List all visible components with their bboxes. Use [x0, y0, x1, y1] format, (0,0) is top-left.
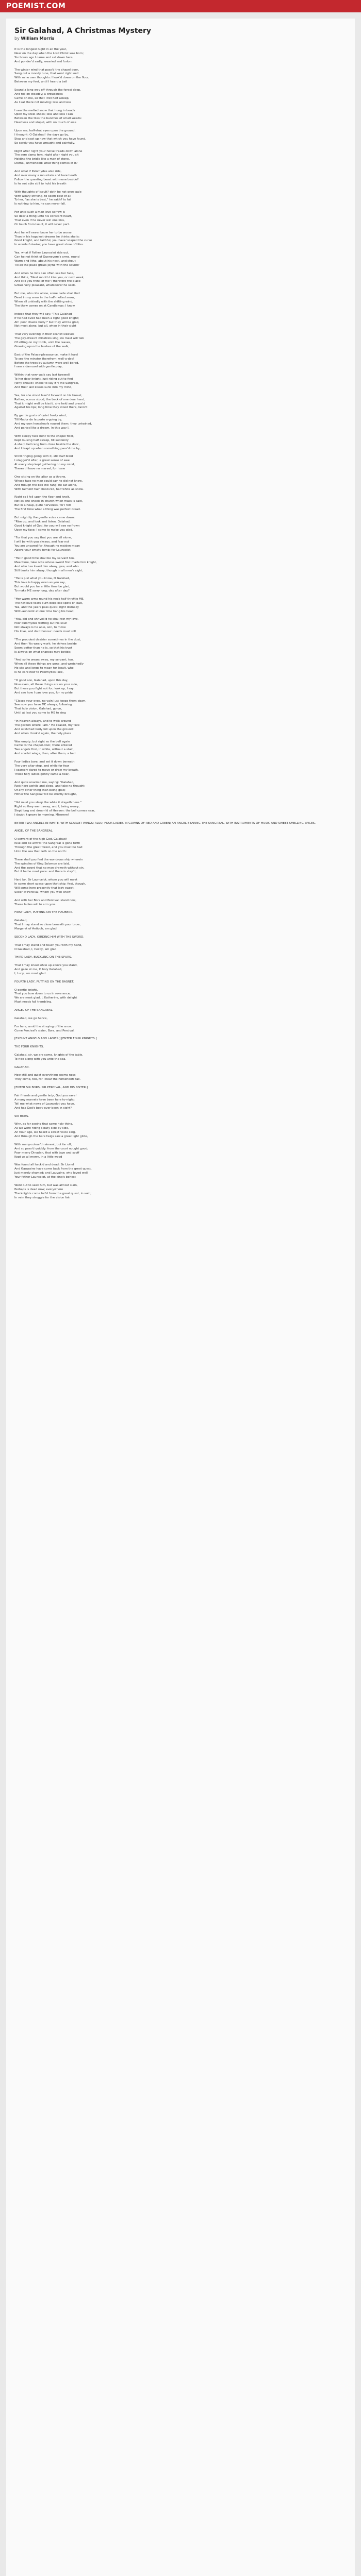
- poem-line: Will come here presently that lady sweet,: [14, 887, 75, 890]
- poem-line: With weary striving, to seem best of all: [14, 194, 71, 198]
- poem-stanza: [14, 638, 347, 655]
- poem-stanza: [14, 435, 347, 451]
- poem-line: FOURTH LADY, PUTTING ON THE BASNET.: [14, 980, 74, 984]
- poem-stanza: [14, 191, 347, 207]
- poem-line: They come, too, for I hear the horsehoofs fall.: [14, 1078, 81, 1081]
- poem-line: But in a heap, quite nerveless, for I felt: [14, 504, 71, 507]
- poem-line: Hither the Sangreal will be shortly brought,: [14, 793, 77, 796]
- poem-line: Of sitting on my tomb, until the leaves,: [14, 341, 71, 345]
- poem-line: Unto the sea that lieth on the north:: [14, 850, 67, 853]
- poem-stanza: [14, 1017, 347, 1021]
- poem-line: And who has loved him alway, yea, and who: [14, 565, 79, 568]
- poem-stanza: [14, 557, 347, 573]
- poem-line: And their last kisses sunk into my mind,: [14, 385, 73, 389]
- poem-line: That I may kneel while up above you stand,: [14, 964, 78, 968]
- poem-line: So sorely you have wrought and painfully.: [14, 141, 75, 145]
- poem-line: An hour ago, we heard a sweet voice sing,: [14, 1131, 76, 1134]
- poem-line: At every step kept gathering on my mind,: [14, 463, 75, 467]
- poem-line: To see the minster therefrom: well-a-day!: [14, 357, 74, 361]
- poem-line: To make ME sorry long, day after day?: [14, 589, 70, 593]
- poem-line: THE FOUR KNIGHTS.: [14, 1045, 44, 1049]
- poem-line: Is nothing to him, he can never fall.: [14, 202, 66, 206]
- poem-line: Or touch from Iseult, it will never part.: [14, 223, 70, 226]
- poem-line: "The proudest destrier sometimes in the dust,: [14, 638, 81, 641]
- poem-line: Just merely shamed; and Lauvaine, who loved well: [14, 1172, 88, 1175]
- poem-line: Till all the place grows joyful with the sound?: [14, 263, 79, 267]
- poem-stanza: [14, 129, 347, 146]
- poem-line: But mightily the gentle voice came down:: [14, 516, 75, 519]
- poem-stanza: [14, 740, 347, 757]
- poem-stanza: [14, 1025, 347, 1033]
- poem-line: GALAHAD.: [14, 1065, 30, 1069]
- poem-stanza: [14, 476, 347, 492]
- poem-line: Galahad,: [14, 919, 28, 923]
- poem-line: Came to the chapel-door, there entered: [14, 744, 72, 748]
- poem-line: That you bow down to us in reverence,: [14, 992, 71, 996]
- poem-line: And when he lists can often see her face,: [14, 272, 74, 275]
- poem-line: Went out to seek him, but was almost slain,: [14, 1183, 78, 1187]
- byline-prefix: by: [14, 36, 20, 41]
- poem-line: Why, as for seeing that same holy thing,: [14, 1123, 73, 1126]
- poem-line: Until at last you come to ME to sing: [14, 711, 66, 715]
- poem-line: And what if Palomydes also ride,: [14, 170, 62, 174]
- poem-stanza: [14, 956, 347, 960]
- poem-line: Come Percival's sister, Bors, and Percival.: [14, 1029, 75, 1032]
- poem-line: Before the trees by autumn were well bared,: [14, 361, 79, 365]
- poem-line: Upon my steel-shoes; less and less I saw: [14, 113, 74, 116]
- poem-line: FIRST LADY, PUTTING ON THE HAUBERK.: [14, 911, 73, 914]
- poem-line: The thaw comes on at Candlemas: I know: [14, 304, 75, 308]
- site-header: [0, 0, 361, 12]
- poem-line: And through the bare twigs saw a great light glide,: [14, 1135, 88, 1139]
- poem-line: Galahad, we go hence,: [14, 1016, 48, 1020]
- poem-stanza: [14, 1115, 347, 1119]
- poem-line: And think, "Next month I kiss you, or next week,: [14, 276, 85, 279]
- poem-line: The gay-dress'd minstrels sing; no maid will talk: [14, 337, 84, 341]
- poem-line: With mine own thoughts: I look'd down on the floor,: [14, 76, 90, 80]
- poem-line: And scarlet wings, then, after them, a bed: [14, 752, 76, 756]
- poem-line: I doubt it grows to morning. Miserere!: [14, 813, 69, 817]
- poem-stanza: [14, 980, 347, 985]
- poem-stanza: [14, 838, 347, 854]
- poem-card: [6, 19, 355, 2576]
- poem-stanza: [14, 801, 347, 818]
- poem-line: Was empty; but right so the bell again: [14, 740, 70, 743]
- poem-line: Good knight, and faithful, you have 'scaped the curse: [14, 239, 92, 243]
- poem-stanza: [14, 536, 347, 553]
- poem-stanza: [14, 211, 347, 227]
- poem-line: If he had lived had been a right good knight;: [14, 316, 79, 320]
- poem-stanza: [14, 455, 347, 471]
- poem-line: Between the tiles the bunches of small weeds:: [14, 117, 82, 121]
- poem-line: To her dear knight, just riding out to find: [14, 378, 73, 381]
- poem-line: O gentle knight,: [14, 988, 38, 992]
- poem-stanza: [14, 720, 347, 736]
- poem-byline: [14, 36, 347, 41]
- poem-line: Stop and cast up now that which you have found,: [14, 137, 86, 141]
- poem-line: Is always on what chances may betide;: [14, 650, 71, 654]
- poem-line: Upon me, half-shut eyes upon the ground,: [14, 129, 76, 133]
- poem-line: Is no care now to Palomydes: see,: [14, 671, 64, 674]
- poem-stanza: [14, 251, 347, 268]
- poem-line: By gentle gusts of quiet frosty wind,: [14, 414, 67, 418]
- poem-line: East of the Palace-pleasaunce, make it hard: [14, 353, 78, 357]
- poem-stanza: [14, 272, 347, 289]
- poem-stanza: [14, 944, 347, 952]
- poem-line: Perhaps is dead now; everywhere: [14, 1188, 63, 1191]
- poem-line: I saw a damozel with gentle play,: [14, 365, 63, 369]
- poem-line: Four ladies bore, and set it down beneath: [14, 760, 75, 764]
- poem-line: Within that very walk say last farewell: [14, 374, 70, 377]
- poem-line: Whose face no man could say he did not know,: [14, 479, 83, 483]
- poem-line: Dismal, unfriended: what thing comes of it?: [14, 162, 78, 165]
- poem-line: SECOND LADY, GIRDING HIM WITH THE SWORD.: [14, 935, 85, 939]
- poem-line: Dead in my arms in the half-melted snow,: [14, 296, 75, 300]
- poem-body: [14, 48, 347, 1200]
- poem-line: That I may stand and touch you with my hand,: [14, 943, 83, 947]
- poem-stanza: [14, 353, 347, 370]
- poem-stanza: [14, 292, 347, 309]
- poem-line: Yea, what if Father Launcelot ride out,: [14, 251, 69, 255]
- poem-line: "Rise up, and look and listen, Galahad,: [14, 520, 71, 523]
- poem-line: I, Lucy, am most glad.: [14, 972, 46, 975]
- poem-line: These ladies will to arm you.: [14, 903, 56, 906]
- poem-stanza: [14, 822, 347, 834]
- poem-line: With raiment half blood-red, half white as snow.: [14, 487, 84, 491]
- poem-line: Warm and lithe, about his neck, and shout: [14, 259, 76, 263]
- poem-stanza: [14, 936, 347, 940]
- poem-stanza: [14, 333, 347, 349]
- poem-line: To her, "as she is best," he saith? to fail: [14, 198, 72, 202]
- poem-line: Fair friends and gentle lady, God you save!: [14, 1094, 77, 1097]
- poem-line: As I sat there not moving: less and less: [14, 100, 71, 104]
- poem-line: As we were riding slowly side by side,: [14, 1127, 69, 1130]
- poem-stanza: [14, 394, 347, 411]
- poem-stanza: [14, 150, 347, 166]
- poem-line: Grows very pleasant, whatsoever he seek.: [14, 284, 76, 287]
- poem-line: Sound a long way off through the forest deep,: [14, 89, 81, 92]
- poem-stanza: [14, 1143, 347, 1160]
- poem-line: It is the longest night in all the year,: [14, 48, 67, 51]
- poem-line: Right so I fell upon the floor and knelt,: [14, 496, 70, 499]
- poem-line: ANGEL OF THE SANGREAL.: [14, 829, 54, 833]
- poem-line: And when I look'd again, the holy place: [14, 732, 72, 735]
- poem-line: Your father Launcelot, at the king's behest: [14, 1176, 76, 1179]
- poem-line: Right so they went away, and I, being weary,: [14, 805, 80, 808]
- poem-line: The hot love-tears burn deep like spots of lead,: [14, 601, 83, 605]
- poem-line: So dear a thing unto his constant heart,: [14, 215, 72, 218]
- poem-stanza: [14, 69, 347, 85]
- poem-line: The spindles of King Solomon are laid,: [14, 862, 70, 866]
- poem-line: But me, who ride alone, some carle shall find: [14, 292, 80, 296]
- poem-line: That holy vision, Galahad, go on,: [14, 707, 62, 711]
- poem-line: Galahad, sir, we are come, knights of the table,: [14, 1053, 84, 1057]
- poem-line: And ponder'd sadly, wearied and forlorn.: [14, 60, 74, 63]
- poem-line: Of any other thing than being glad;: [14, 789, 65, 792]
- poem-stanza: [14, 700, 347, 716]
- poem-stanza: [14, 313, 347, 329]
- poem-line: Slept long and dream'd of Heaven: the bell comes near,: [14, 809, 95, 812]
- poem-line: I saw the melted snow that hung in beads: [14, 109, 75, 112]
- poem-line: With thoughts of Iseult? doth he not grow pale: [14, 190, 82, 194]
- poem-line: The first time what a thing was perfect dread.: [14, 508, 81, 512]
- poem-line: O servant of the high God, Galahad!: [14, 838, 67, 841]
- poem-line: "O good son, Galahad, upon this day,: [14, 679, 69, 682]
- poem-line: And has God's body ever been in sight?: [14, 1106, 72, 1110]
- poem-line: For here, amid the straying of the snow,: [14, 1025, 73, 1028]
- poem-line: How still and quiet everything seems now:: [14, 1074, 76, 1077]
- poem-stanza: [14, 679, 347, 696]
- poem-stanza: [14, 1086, 347, 1090]
- poem-stanza: [14, 48, 347, 64]
- poem-line: "And so he wears away, my servant, too,: [14, 658, 74, 662]
- poem-line: With sleepy face bent to the chapel floor,: [14, 434, 74, 438]
- poem-line: With many-colour'd raiment, but far off;: [14, 1143, 72, 1146]
- poem-line: And then 'tis weary work; he strives beside: [14, 642, 77, 646]
- poem-line: A many marvels have been here to-night;: [14, 1098, 75, 1101]
- poem-line: Seem better than he is, so that his trust: [14, 646, 73, 650]
- poem-line: Came on me, so that I fell half asleep,: [14, 96, 70, 100]
- poem-line: In wonderful-wise; you have great store of bliss.: [14, 243, 84, 247]
- poem-line: And with her Bors and Percival: stand now,: [14, 899, 77, 902]
- poem-line: [EXEUNT ANGELS AND LADIES.] [ENTER FOUR KNIGHTS.]: [14, 1037, 97, 1041]
- poem-stanza: [14, 858, 347, 875]
- poem-line: Sister of Percival, whom you well know,: [14, 890, 72, 894]
- poem-line: And quite unarm'd me, saying: "Galahad,: [14, 781, 74, 784]
- poem-line: "Yet must you sleep the while it stayeth here.": [14, 801, 81, 805]
- poem-line: Will Launcelot at one time hang his head;: [14, 609, 75, 613]
- poem-line: Still trusts him alway, though in all men's sight,: [14, 569, 84, 572]
- poem-line: Rest here awhile and sleep, and take no thought: [14, 785, 85, 788]
- poem-stanza: [14, 598, 347, 614]
- poem-line: Not most alone, but all, when in their sight: [14, 325, 76, 328]
- poem-line: And he will never know her to be worse: [14, 231, 72, 234]
- poem-line: (Why should I choke to say it?) the Sangreal,: [14, 382, 79, 385]
- poem-line: A sharp bell rang from close beside the door,: [14, 443, 80, 446]
- poem-line: When all these things are gone, and wretchedly: [14, 663, 84, 666]
- poem-line: The winter wind that pass'd the chapel door,: [14, 68, 79, 72]
- poem-line: Those holy ladies gently came a-near,: [14, 772, 70, 776]
- poem-line: "He is just what you know, O Galahad,: [14, 577, 70, 581]
- poem-line: Growing upon the bushes of the walk,: [14, 345, 70, 348]
- poem-line: You are uncared for, though no maiden moan: [14, 545, 80, 548]
- poem-line: SIR BORS.: [14, 1114, 29, 1118]
- poem-stanza: [14, 781, 347, 798]
- poem-stanza: [14, 577, 347, 594]
- poem-line: But if he be most pure: and there is stay'd,: [14, 870, 77, 874]
- poem-line: And still you think of me": therefore the place: [14, 280, 81, 283]
- poem-stanza: [14, 899, 347, 907]
- poem-line: Two angels first, in white, without a stain,: [14, 748, 75, 752]
- poem-stanza: [14, 1037, 347, 1049]
- poem-stanza: [14, 760, 347, 777]
- poem-line: For unto such a man love-sorrow is: [14, 211, 65, 214]
- poem-line: Margaret of Antioch, am glad.: [14, 927, 58, 931]
- poem-line: We are most glad, I, Katherine, with delight: [14, 996, 77, 1000]
- poem-stanza: [14, 231, 347, 248]
- poem-line: Tell me what news of Launcelot you have,: [14, 1102, 75, 1106]
- poem-line: "Yea, old and shrivell'd he shall win my love.: [14, 618, 79, 621]
- poem-line: "He in good time shall be my servant too,: [14, 556, 75, 560]
- poem-stanza: [14, 516, 347, 533]
- poem-line: And wretched body fell upon the ground;: [14, 727, 74, 731]
- poem-line: Yea, for she stood lean'd forward on his breast,: [14, 394, 83, 397]
- poem-stanza: [14, 989, 347, 1005]
- poem-line: Upon my face; I come to make you glad.: [14, 528, 73, 532]
- poem-line: And gaze at me, O holy Galahad,: [14, 968, 62, 972]
- poem-line: That very evening in their scarlet sleeves: [14, 333, 75, 336]
- poem-stanza: [14, 1123, 347, 1139]
- poem-line: Ah! poor chaste body!" but they will be glad,: [14, 320, 79, 324]
- poem-line: Between my feet, until I heard a bell: [14, 80, 68, 84]
- poem-line: And my own horsehoofs roused them; they untwined,: [14, 422, 92, 426]
- poem-line: When all unkindly with the shifting wind,: [14, 300, 73, 303]
- poem-line: Is he not able still to hold his breath: [14, 182, 67, 185]
- poem-line: Near on the day when the Lord Christ was born;: [14, 52, 84, 55]
- poem-stanza: [14, 911, 347, 915]
- poem-line: Kept musing half asleep, till suddenly: [14, 438, 69, 442]
- poem-line: Poor Palomydes fretting out his soul!: [14, 622, 68, 625]
- poem-stanza: [14, 618, 347, 634]
- poem-line: Hard by, Sir Launcelot, whom you will meet: [14, 878, 78, 882]
- poem-line: O Galahad, I, Cecily, am glad.: [14, 947, 58, 951]
- poem-stanza: [14, 170, 347, 187]
- poem-line: Thereat I have no marvel, for I saw: [14, 467, 65, 471]
- poem-line: And toll on steadily; a drowsiness: [14, 92, 63, 96]
- poem-line: He sits and longs to moan for Iseult, who: [14, 667, 74, 670]
- poem-line: Yea, and the years pass quick: right dismally: [14, 605, 79, 609]
- poem-line: That I may stand so close beneath your brow,: [14, 923, 81, 927]
- poem-stanza: [14, 964, 347, 976]
- poem-line: I thought: O Galahad! the days go by,: [14, 133, 69, 137]
- poem-line: But these you fight not for; look up, I say,: [14, 687, 75, 690]
- poem-line: Rather, scarce stood; the back of one dear hand,: [14, 398, 86, 401]
- poem-line: And though the bell still rang, he sat alone,: [14, 483, 77, 487]
- poem-line: That it might well be kiss'd, she held and press'd: [14, 402, 85, 405]
- poem-line: THIRD LADY, BUCKLING ON THE SPURS.: [14, 956, 72, 959]
- poem-line: Heartless and stupid, with no touch of awe: [14, 121, 76, 125]
- author-link[interactable]: William Morris: [21, 36, 55, 41]
- poem-line: The knights come foil'd from the great quest, in vain;: [14, 1192, 92, 1195]
- poem-line: Till Mador de la porte a-going by,: [14, 418, 62, 422]
- poem-line: Sang out a moody tune, that went right well: [14, 72, 78, 76]
- poem-line: "Her warm arms round his neck half throttle ME,: [14, 597, 85, 601]
- poem-line: [ENTER SIR BORS, SIR PERCIVAL, AND HIS SISTER.]: [14, 1086, 88, 1090]
- poem-line: Six hours ago I came and sat down here,: [14, 56, 74, 59]
- poem-line: I will be with you always, and fear not: [14, 540, 70, 544]
- poem-line: And over many a mountain and bare heath: [14, 174, 77, 177]
- poem-line: Not as one kneels in church when mass is said,: [14, 500, 83, 503]
- poem-line: One sitting on the altar as a throne,: [14, 475, 67, 479]
- poem-stanza: [14, 496, 347, 512]
- poem-stanza: [14, 414, 347, 431]
- poem-line: To ride along with you unto the sea.: [14, 1057, 67, 1061]
- poem-line: Rise and be arm'd: the Sangreal is gone forth: [14, 842, 80, 845]
- poem-stanza: [14, 919, 347, 931]
- poem-line: Holding the bridle like a man of stone,: [14, 158, 70, 161]
- site-logo[interactable]: POEMIST.COM: [6, 2, 66, 10]
- poem-line: And parted like a dream. In this way I,: [14, 427, 70, 430]
- poem-line: That even if he never win one kiss,: [14, 218, 65, 222]
- poem-line: His love, and do it honour: needs must roll: [14, 630, 76, 634]
- poem-line: [14, 826, 347, 830]
- poem-stanza: [14, 89, 347, 105]
- poem-stanza: [14, 1009, 347, 1013]
- poem-line: Was found all hack'd and dead: Sir Lionel: [14, 1163, 74, 1167]
- poem-line: Poor merry Dinadan, that with jape and scoff: [14, 1151, 79, 1155]
- poem-line: Can he not think of Guenevere's arms, round: [14, 256, 80, 259]
- poem-line: Kept us all merry, in a little wood: [14, 1155, 62, 1159]
- poem-line: The sere damp fern, night after night you sit: [14, 154, 79, 157]
- poem-stanza: [14, 1163, 347, 1180]
- poem-stanza: [14, 374, 347, 390]
- poem-line: "Closes your eyes, no vain lust keeps them down.: [14, 699, 87, 703]
- poem-line: ENTER TWO ANGELS IN WHITE, WITH SCARLET WINGS; ALSO, FOUR LADIES IN GOWNS OF RED AND GREEN; AN ANGEL BEARING THE SANGREAL, WITH INSTRUMENTS OF MUSIC AND SWEET-SMELLING SPICES.: [14, 821, 316, 825]
- poem-line: Against his lips; long time they stood there, fann'd: [14, 406, 88, 410]
- poem-line: Meantime, take note whose sword first made him knight,: [14, 561, 97, 564]
- poem-stanza: [14, 1094, 347, 1111]
- poem-line: See now you have ME always; following: [14, 703, 72, 707]
- poem-stanza: [14, 1074, 347, 1082]
- poem-line: And the sword that no man draweth without sin,: [14, 866, 85, 870]
- poem-line: And see how I can love you, for no pride: [14, 691, 73, 694]
- poem-line: The very altar-step, and while for fear: [14, 764, 69, 768]
- poem-line: Good knight of God, for you will see no frown: [14, 524, 80, 528]
- poem-stanza: [14, 1184, 347, 1200]
- poem-line: ANGEL OF THE SANGREAL.: [14, 1009, 54, 1012]
- poem-line: Night after night your horse treads down alone: [14, 149, 83, 153]
- poem-stanza: [14, 878, 347, 895]
- poem-line: Above your empty tomb; for Launcelot,: [14, 549, 72, 552]
- poem-line: I scarcely dared to move or draw my breath,: [14, 768, 79, 772]
- poem-line: I stagger'd after, a great sense of awe: [14, 459, 70, 463]
- poem-stanza: [14, 1054, 347, 1062]
- poem-line: [14, 1041, 347, 1045]
- poem-line: "In Heaven always, and to walk around: [14, 720, 71, 723]
- poem-line: There shall you find the wondrous ship wherein: [14, 858, 83, 861]
- poem-line: Indeed that they will say: "This Galahad: [14, 312, 72, 316]
- poem-line: The garden where I am." He ceased, my face: [14, 723, 80, 727]
- poem-line: This love is happy even as you say,: [14, 581, 66, 585]
- poem-stanza: [14, 658, 347, 675]
- poem-line: Must needs fall trembling.: [14, 1001, 53, 1004]
- poem-line: And Gauwaine have come back from the great quest,: [14, 1167, 92, 1171]
- poem-line: Follow the questing beast with none beside?: [14, 178, 79, 181]
- poem-title: Sir Galahad, A Christmas Mystery: [14, 27, 152, 35]
- poem-stanza: [14, 1066, 347, 1070]
- poem-line: In some short space upon that ship: first, though,: [14, 883, 86, 886]
- poem-line: Than in his happiest dreams he thinks she is:: [14, 235, 80, 239]
- poem-line: And so pass'd quickly: from the court nought good;: [14, 1147, 89, 1150]
- poem-stanza: [14, 109, 347, 126]
- poem-line: In vain they struggle for the vision fair.: [14, 1196, 71, 1199]
- poem-line: "For that you say that you are all alone,: [14, 536, 72, 540]
- poem-line: But would you for a little time be glad,: [14, 585, 70, 589]
- poem-line: Not always is he able, son, to move: [14, 626, 66, 630]
- poem-line: And I leapt up when something pass'd me by,: [14, 447, 81, 450]
- poem-line: Now even, all these things are on your side,: [14, 683, 78, 686]
- poem-line: Shrill ringing going with it, still half blind: [14, 455, 73, 459]
- poem-line: Through the great forest, and you must be had: [14, 846, 83, 850]
